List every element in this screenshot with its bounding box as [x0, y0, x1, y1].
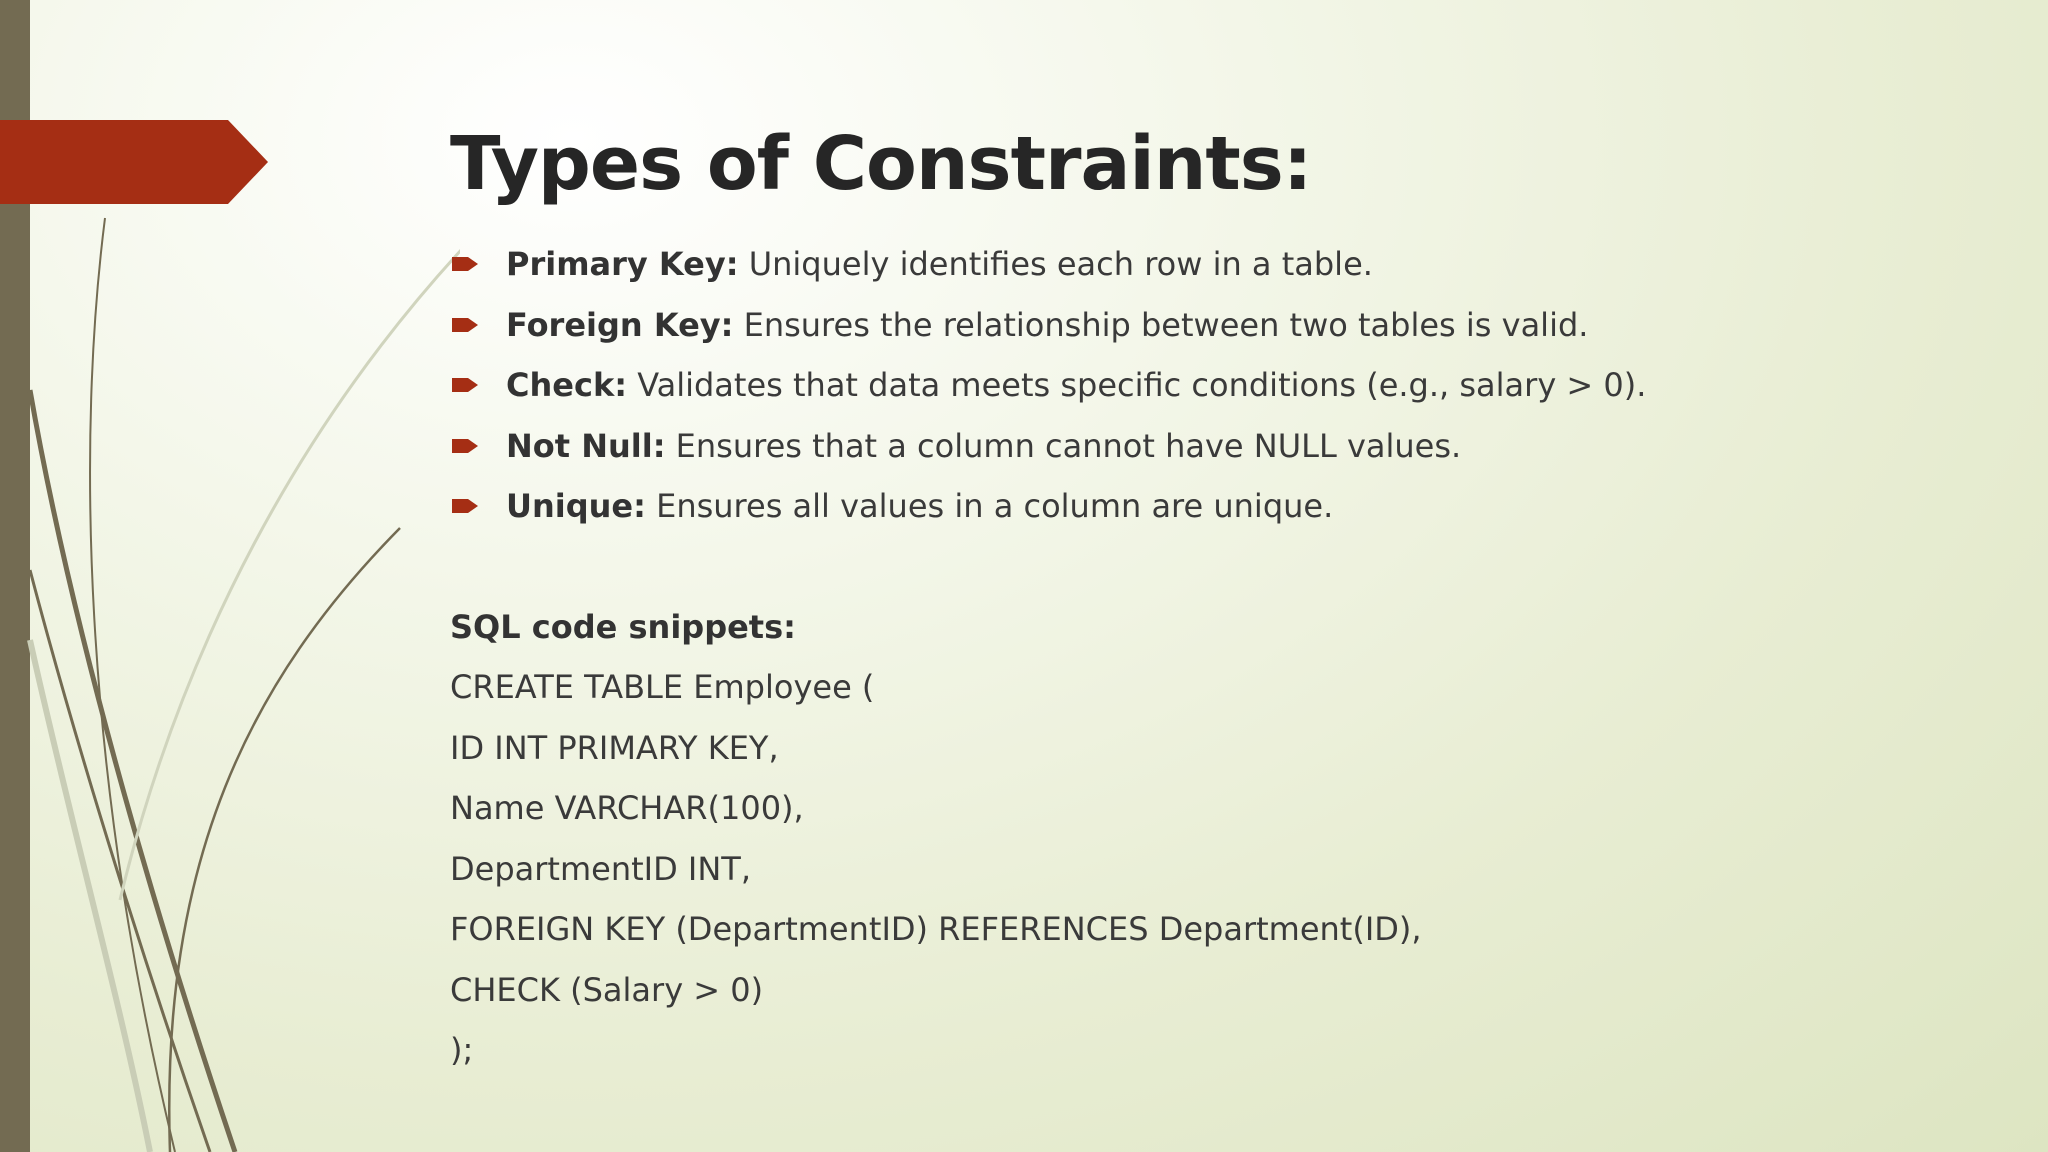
- constraint-term: Foreign Key:: [506, 305, 734, 344]
- constraint-description: Ensures all values in a column are unique.: [645, 487, 1334, 525]
- list-item: [450, 234, 1990, 295]
- slide-content: [450, 118, 1990, 1081]
- arrow-bullet-icon: [452, 496, 478, 516]
- constraint-list: [450, 234, 1990, 537]
- code-line: CHECK (Salary > 0): [450, 970, 764, 1009]
- arrow-bullet-icon: [452, 436, 478, 456]
- code-line: Name VARCHAR(100),: [450, 789, 804, 827]
- code-line: CREATE TABLE Employee (: [450, 668, 875, 706]
- constraint-term: Primary Key:: [506, 245, 739, 283]
- constraint-term: Unique:: [506, 487, 646, 525]
- code-line: FOREIGN KEY (DepartmentID) REFERENCES Department(ID),: [450, 910, 1422, 948]
- list-item: [450, 355, 1990, 416]
- code-line: );: [450, 1031, 474, 1069]
- code-heading: SQL code snippets:: [450, 607, 796, 646]
- sql-code-block: [450, 657, 1990, 1081]
- code-line: ID INT PRIMARY KEY,: [450, 728, 779, 767]
- list-item: [450, 295, 1990, 356]
- constraint-term: Check:: [506, 366, 628, 404]
- constraint-description: Uniquely identifies each row in a table.: [738, 245, 1373, 283]
- constraint-description: Ensures the relationship between two tables is valid.: [733, 305, 1589, 344]
- arrow-bullet-icon: [452, 254, 478, 274]
- code-line: DepartmentID INT,: [450, 849, 751, 888]
- arrow-bullet-icon: [452, 315, 478, 335]
- arrow-bullet-icon: [452, 375, 478, 395]
- constraint-description: Validates that data meets specific conditions (e.g., salary > 0).: [627, 366, 1647, 404]
- section-spacer: [450, 537, 1990, 597]
- constraint-description: Ensures that a column cannot have NULL values.: [665, 426, 1462, 465]
- list-item: [450, 416, 1990, 477]
- title-flag-icon: [0, 120, 268, 204]
- slide-title: Types of Constraints:: [450, 121, 1312, 207]
- list-item: [450, 476, 1990, 537]
- constraint-term: Not Null:: [506, 426, 666, 465]
